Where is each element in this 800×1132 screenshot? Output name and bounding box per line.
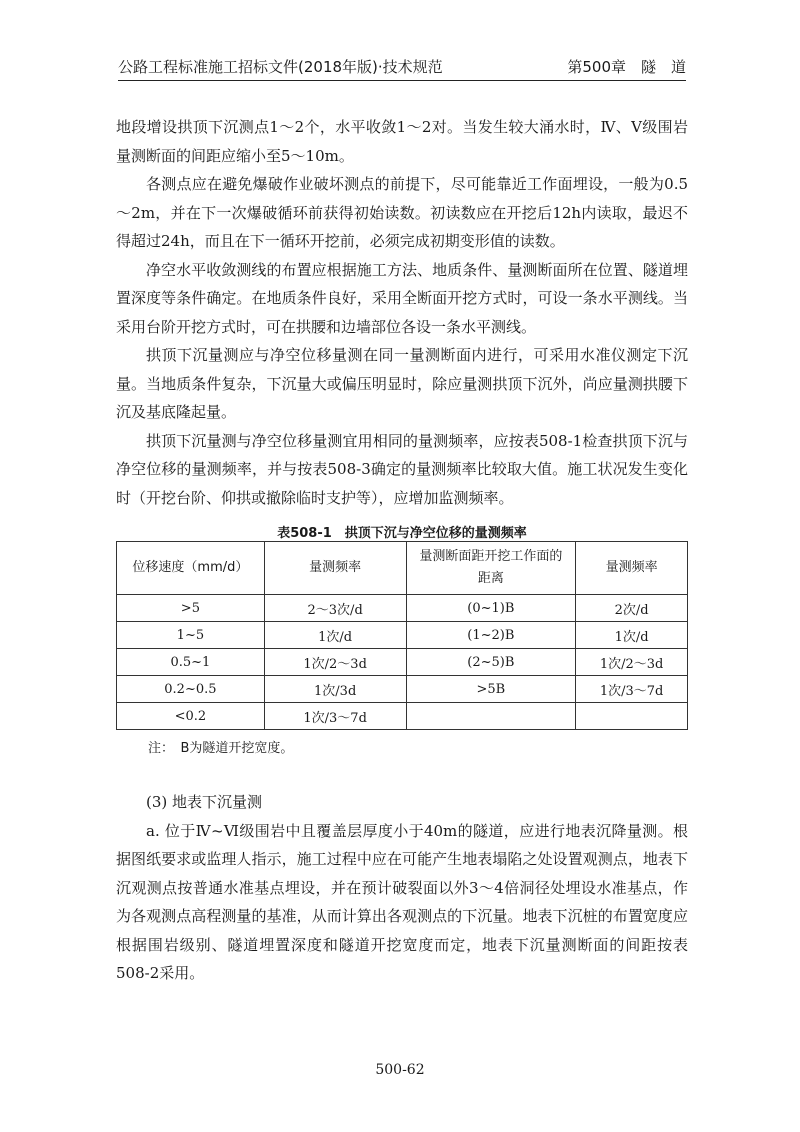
header-document-title: 公路工程标准施工招标文件(2018年版)·技术规范 xyxy=(118,58,443,76)
table-row xyxy=(117,595,688,622)
paragraph: 各测点应在避免爆破作业破坏测点的前提下，尽可能靠近工作面埋设，一般为0.5～2m，并在下一次爆破循环前获得初始读数。初读数应在开挖后12h内读取，最迟不得超过24h，而且在下一循环开挖前，必须完成初期变形值的读数。 xyxy=(116,175,688,250)
section-surface-settlement xyxy=(116,788,688,988)
header-cell: 量测频率 xyxy=(576,542,688,595)
table-cell: 1次/d xyxy=(264,622,406,649)
table-cell: 1次/3d xyxy=(264,676,406,703)
table-cell xyxy=(406,703,576,730)
table-cell: 1次/3～7d xyxy=(576,676,688,703)
paragraph: 地段增设拱顶下沉测点1～2个，水平收敛1～2对。当发生较大涌水时，Ⅳ、Ⅴ级围岩量测断面的间距应缩小至5～10m。 xyxy=(116,118,688,165)
paragraph: 拱顶下沉量测与净空位移量测宜用相同的量测频率，应按表508-1检查拱顶下沉与净空位移的量测频率，并与按表508-3确定的量测频率比较取大值。施工状况发生变化时（开挖台阶、仰拱或撤除临时支护等），应增加监测频率。 xyxy=(116,431,688,507)
table-cell xyxy=(576,703,688,730)
table-cell: 1~5 xyxy=(117,622,265,649)
table-cell: <0.2 xyxy=(117,703,265,730)
table-row xyxy=(117,676,688,703)
paragraph: 拱顶下沉量测应与净空位移量测在同一量测断面内进行，可采用水准仪测定下沉量。当地质条件复杂，下沉量大或偏压明显时，除应量测拱顶下沉外，尚应量测拱腰下沉及基底隆起量。 xyxy=(116,346,688,421)
table-cell: >5 xyxy=(117,595,265,622)
paragraph: 净空水平收敛测线的布置应根据施工方法、地质条件、量测断面所在位置、隧道埋置深度等条件确定。在地质条件良好，采用全断面开挖方式时，可设一条水平测线。当采用台阶开挖方式时，可在拱腰和边墙部位各设一条水平测线。 xyxy=(116,260,688,336)
header-chapter-title: 第500章 隧 道 xyxy=(567,58,686,76)
table-cell: >5B xyxy=(406,676,576,703)
table-title: 表508-1 拱顶下沉与净空位移的量测频率 xyxy=(277,526,527,541)
paragraph: a. 位于Ⅳ~Ⅵ级围岩中且覆盖层厚度小于40m的隧道，应进行地表沉降量测。根据图纸要求或监理人指示，施工过程中应在可能产生地表塌陷之处设置观测点，地表下沉观测点按普通水准基点埋设，并在预计破裂面以外3～4倍洞径处埋设水准基点，作为各观测点高程测量的基准，从而计算出各观测点的下沉量。地表下沉桩的布置宽度应根据围岩级别、隧道埋置深度和隧道开挖宽度而定，地表下沉量测断面的间距按表508-2采用。 xyxy=(116,821,688,982)
table-cell: (2~5)B xyxy=(406,649,576,676)
table-row xyxy=(117,649,688,676)
header-cell: 量测频率 xyxy=(264,542,406,595)
table-row xyxy=(117,622,688,649)
table-cell: 2次/d xyxy=(576,595,688,622)
table-note: 注： B为隧道开挖宽度。 xyxy=(148,741,294,756)
table-cell: (1~2)B xyxy=(406,622,576,649)
table-cell: 0.5~1 xyxy=(117,649,265,676)
table-header-row xyxy=(117,542,688,595)
table-cell: 2～3次/d xyxy=(264,595,406,622)
frequency-table xyxy=(116,541,688,730)
table-row xyxy=(117,703,688,730)
table-cell: 1次/2～3d xyxy=(264,649,406,676)
page-number: 500-62 xyxy=(375,1062,425,1078)
header-cell: 量测断面距开挖工作面的距离 xyxy=(406,542,576,595)
table-cell: (0~1)B xyxy=(406,595,576,622)
running-header xyxy=(118,52,686,81)
table-cell: 1次/3～7d xyxy=(264,703,406,730)
table-cell: 0.2~0.5 xyxy=(117,676,265,703)
body-text xyxy=(116,113,688,512)
section-heading: (3) 地表下沉量测 xyxy=(146,793,263,811)
header-cell: 位移速度（mm/d） xyxy=(117,542,265,595)
table-cell: 1次/2～3d xyxy=(576,649,688,676)
table-cell: 1次/d xyxy=(576,622,688,649)
